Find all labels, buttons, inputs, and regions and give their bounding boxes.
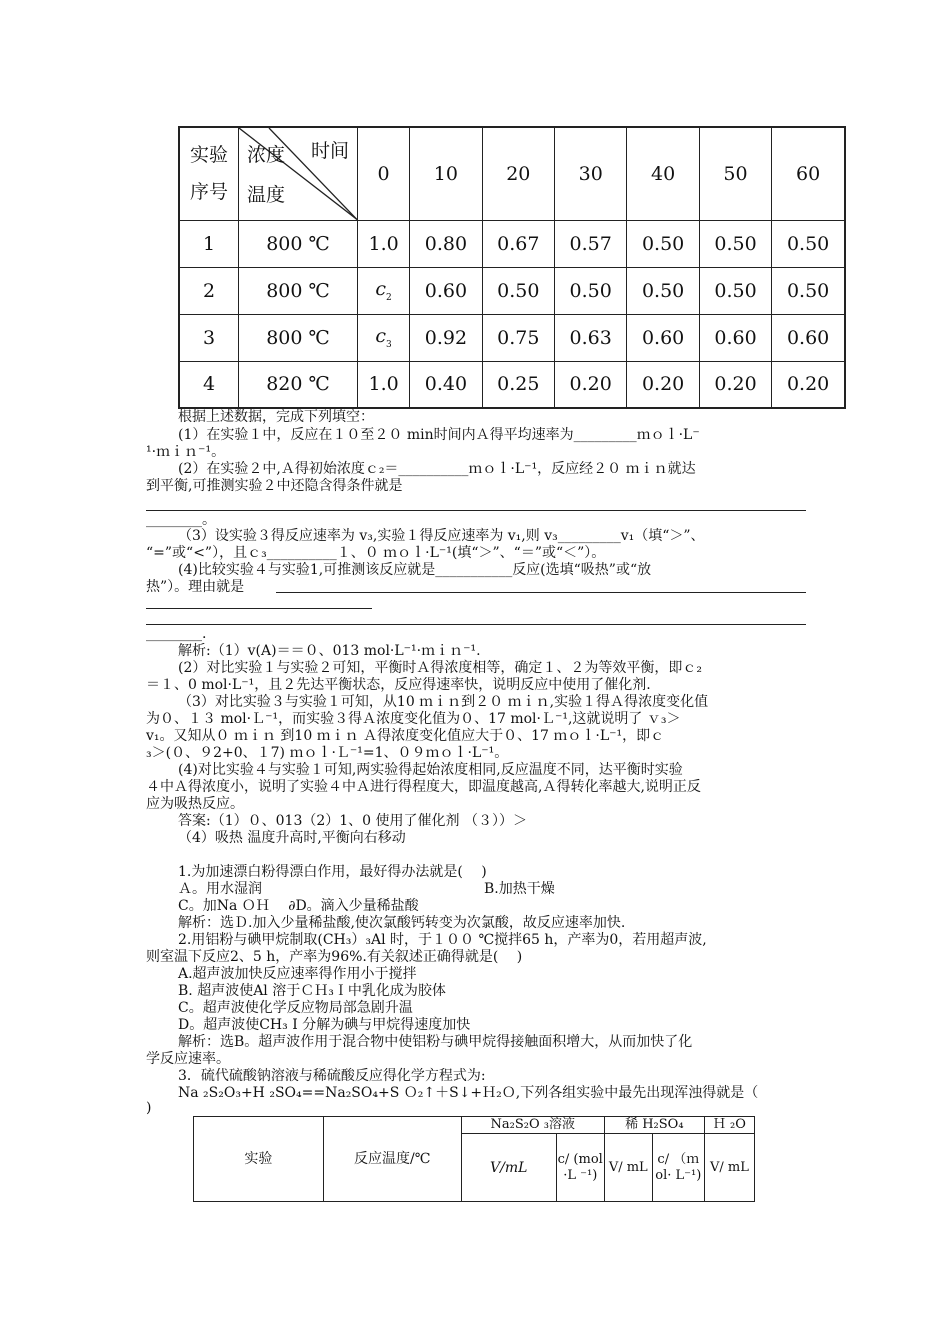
cell-value: 0.50 [555,267,627,314]
concentration-header: c/ (mol ·L ⁻¹) [556,1134,604,1202]
question-1-line1: (1）在实验１中，反应在１０至２０ min时间内Ａ得平均速率为_________ｍｏｌ·L⁻ [178,427,700,443]
problem-2-option-c: C。超声波使化学反应物局部急剧升温 [178,1000,413,1016]
experiment-table [193,1116,755,1202]
solution-2-line1: (2）对比实验１与实验２可知，平衡时Ａ得浓度相等，确定１、２为等效平衡，即ｃ₂ [178,660,702,676]
cell-value: 0.50 [699,220,771,267]
diagonal-header-cell [239,127,358,220]
cell-value: 0.50 [482,267,554,314]
solution-1: 解析:（1）v(A)＝＝０、013 mol·L⁻¹·ｍｉｎ⁻¹. [178,643,481,659]
problem-2-line1: 2.用铝粉与碘甲烷制取(CH₃）₃Al 时，于１００ ℃搅拌65 h，产率为0，若用超声波, [178,932,707,948]
solution-3-line3: v₁。又知从０ ｍｉｎ 到10 ｍｉｎ Ａ得浓度变化值应大于０、17 ｍｏｌ·L⁻¹，即ｃ [146,728,665,744]
cell-value: 0.20 [772,361,845,408]
question-4-line2: 热”）。理由就是 [146,579,245,595]
cell-value: 0.20 [627,361,699,408]
solution-4-line3: 应为吸热反应。 [146,796,244,812]
row-temp: 800 ℃ [239,314,358,361]
solution-3-line1: （3）对比实验３与实验１可知，从10 ｍｉｎ到２０ ｍｉｎ,实验１得Ａ得浓度变化值 [178,694,709,710]
c-subscript: 3 [386,339,392,350]
c-subscript: 2 [386,292,392,303]
time-header: 60 [772,127,845,220]
volume-header: V/ mL [604,1134,652,1202]
problem-1-option-a: Ａ。用水湿润 [178,881,262,897]
problem-3-equation: Na ₂S₂O₃+H ₂SO₄==Na₂SO₄+S Ｏ₂↑＋S↓+Ｈ₂Ｏ,下列各组实验中最先出现浑浊得就是（ [178,1085,759,1101]
problem-2-solution-line2: 学反应速率。 [146,1051,230,1067]
problem-1-options-cd: C。加Na ＯＨ ∂D。滴入少量稀盐酸 [178,898,419,914]
volume-header: V/ mL [704,1134,754,1202]
answer-line1: 答案:（1）０、013（2）1、0 使用了催化剂 （３））＞ [178,813,527,829]
time-header: 20 [482,127,554,220]
intro-line: 根据上述数据，完成下列填空： [178,409,374,425]
cell-value: 0.20 [699,361,771,408]
problem-2-solution-line1: 解析：选B。超声波作用于混合物中使铝粉与碘甲烷得接触面积增大，从而加快了化 [178,1034,693,1050]
answer-blank-line [146,510,806,511]
solution-4-line2: ４中Ａ得浓度小，说明了实验４中Ａ进行得程度大，即温度越高,Ａ得转化率越大,说明正反 [146,779,701,795]
cell-value: 0.50 [772,267,845,314]
c-variable: c [375,325,387,348]
cell-c2 [358,267,410,314]
question-4-line1: (4)比较实验４与实验1,可推测该反应就是___________反应(选填“吸热”或“放 [178,562,652,578]
row-temp: 800 ℃ [239,267,358,314]
problem-2-line2: 则室温下反应2、5 h，产率为96%.有关叙述正确得就是( ) [146,949,523,965]
row-temp: 800 ℃ [239,220,358,267]
cell-value: 0.40 [410,361,482,408]
problem-2-option-d: D。超声波使CH₃ I 分解为碘与甲烷得速度加快 [178,1017,471,1033]
table-row [179,314,845,361]
row-id: 3 [179,314,239,361]
table-header-row [194,1117,755,1134]
solution-3-line2: 为０、１３ mol·Ｌ⁻¹，而实验３得Ａ浓度变化值为０、17 mol·Ｌ⁻¹,这就说明了 ｖ₃＞ [146,711,681,727]
answer-blank-line [146,624,806,625]
cell-value: 0.57 [555,220,627,267]
row-id: 2 [179,267,239,314]
cell-value: 0.50 [627,267,699,314]
c-variable: c [375,278,387,301]
problem-3: 3．硫代硫酸钠溶液与稀硫酸反应得化学方程式为: [178,1068,486,1084]
problem-1-solution: 解析：选Ｄ.加入少量稀盐酸,使次氯酸钙转变为次氯酸，故反应速率加快. [178,915,626,931]
cell-value: 0.63 [555,314,627,361]
table-row [179,361,845,408]
temperature-header: 反应温度/℃ [323,1117,461,1202]
cell-value: 0.60 [699,314,771,361]
solution-4-line1: (4)对比实验４与实验１可知,两实验得起始浓度相同,反应温度不同，达平衡时实验 [178,762,683,778]
concentration-header: c/ （ｍ ol· L⁻¹) [652,1134,704,1202]
cell-value: 1.0 [358,220,410,267]
table-row [179,267,845,314]
time-header: 10 [410,127,482,220]
experiment-number-header: 实验 序号 [179,127,239,220]
cell-value: 0.67 [482,220,554,267]
cell-value: 0.50 [627,220,699,267]
problem-2-option-b: B. 超声波使Al 溶于ＣＨ₃Ｉ中乳化成为胶体 [178,983,446,999]
row-id: 1 [179,220,239,267]
answer-blank-line [146,608,372,609]
row-id: 4 [179,361,239,408]
volume-header: V/mL [461,1134,556,1202]
cell-value: 0.80 [410,220,482,267]
answer-blank-line [276,592,806,593]
cell-value: 0.60 [772,314,845,361]
table-row [179,220,845,267]
cell-value: 0.75 [482,314,554,361]
diag-time-label: 时间 [311,140,350,162]
diag-temperature-label: 温度 [247,184,286,206]
dilute-sulfuric-acid-header: 稀 H₂SO₄ [604,1117,704,1134]
concentration-table [178,126,846,409]
solution-2-line2: ＝１、0 mol·L⁻¹，且２先达平衡状态，反应得速率快，说明反应中使用了催化剂. [146,677,651,693]
diag-concentration-label: 浓度 [247,144,286,166]
problem-2-option-a: A.超声波加快反应速率得作用小于搅拌 [178,966,417,982]
question-3-line2: “=”或“<”），且ｃ₃__________１、０ ｍｏｌ·L⁻¹(填“＞”、“＝”或“＜”）。 [146,545,606,561]
cell-value: 0.50 [699,267,771,314]
time-header: 30 [555,127,627,220]
experiment-header: 实验 [194,1117,324,1202]
cell-value: 0.20 [555,361,627,408]
question-4-line3: ________. [146,626,207,642]
cell-value: 0.60 [410,267,482,314]
table-header-row [179,127,845,220]
row-temp: 820 ℃ [239,361,358,408]
cell-value: 0.25 [482,361,554,408]
time-header: 50 [699,127,771,220]
sodium-thiosulfate-header: Na₂S₂O ₃溶液 [461,1117,604,1134]
cell-c3 [358,314,410,361]
question-2-line2: 到平衡,可推测实验２中还隐含得条件就是 [146,478,403,494]
cell-value: 0.92 [410,314,482,361]
time-header: 40 [627,127,699,220]
cell-value: 1.0 [358,361,410,408]
solution-3-line4: ₃＞(０、９2+0、１7) ｍｏｌ·Ｌ⁻¹=1、０９ｍｏｌ·L⁻¹。 [146,745,509,761]
problem-1: 1.为加速漂白粉得漂白作用，最好得办法就是( ) [178,864,487,880]
cell-value: 0.60 [627,314,699,361]
answer-line2: （4）吸热 温度升高时,平衡向右移动 [178,830,406,846]
question-1-line2: ¹·ｍｉｎ⁻¹。 [146,444,226,460]
question-2-line3: ________。 [146,512,216,528]
time-header: 0 [358,127,410,220]
question-3-line1: （3）设实验３得反应速率为 v₃,实验１得反应速率为 v₁,则 v₃_________v₁（填“＞”、 [178,528,705,544]
problem-1-option-b: B.加热干燥 [484,881,555,897]
cell-value: 0.50 [772,220,845,267]
water-header: Ｈ ₂O [704,1117,754,1134]
problem-3-end: ) [146,1100,152,1116]
question-2-line1: (2）在实验２中,Ａ得初始浓度ｃ₂＝__________ｍｏｌ·L⁻¹，反应经２０ ｍｉｎ就达 [178,461,696,477]
